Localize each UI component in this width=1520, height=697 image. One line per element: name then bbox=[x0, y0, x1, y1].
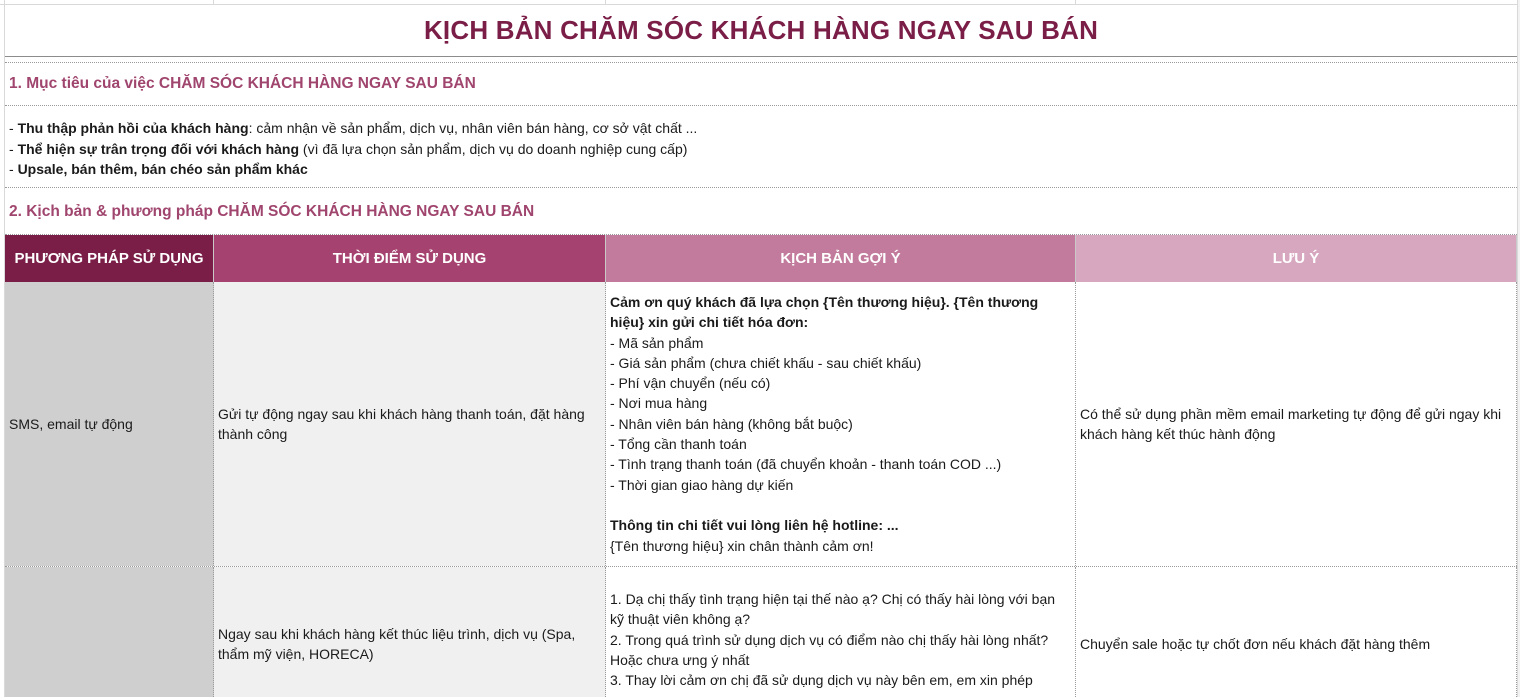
script-line: - Mã sản phẩm bbox=[610, 334, 704, 351]
header-note[interactable]: LƯU Ý bbox=[1076, 235, 1517, 282]
script-content bbox=[610, 589, 1071, 690]
header-method[interactable]: PHƯƠNG PHÁP SỬ DỤNG bbox=[5, 235, 214, 282]
note-cell[interactable]: Chuyển sale hoặc tự chốt đơn nếu khách đặt hàng thêm bbox=[1076, 567, 1517, 697]
script-cell[interactable] bbox=[606, 282, 1076, 566]
section2-heading: 2. Kịch bản & phương pháp CHĂM SÓC KHÁCH HÀNG NGAY SAU BÁN bbox=[9, 202, 535, 220]
header-timing[interactable]: THỜI ĐIỂM SỬ DỤNG bbox=[214, 235, 606, 282]
script-line: - Phí vận chuyển (nếu có) bbox=[610, 375, 771, 392]
table-row bbox=[5, 282, 1517, 567]
script-footer-bold: Thông tin chi tiết vui lòng liên hệ hotline: ... bbox=[610, 517, 899, 534]
section2-heading-cell[interactable] bbox=[5, 189, 1517, 235]
title-cell[interactable] bbox=[5, 5, 1517, 57]
table-header bbox=[5, 235, 1517, 282]
table-row bbox=[5, 567, 1517, 697]
section1-heading: 1. Mục tiêu của việc CHĂM SÓC KHÁCH HÀNG NGAY SAU BÁN bbox=[9, 75, 476, 92]
script-line: - Nơi mua hàng bbox=[610, 395, 708, 412]
script-line: - Nhân viên bán hàng (không bắt buộc) bbox=[610, 415, 853, 432]
note-cell[interactable]: Có thể sử dụng phần mềm email marketing tự động để gửi ngay khi khách hàng kết thúc hành động bbox=[1076, 282, 1517, 566]
goal-item: - Thu thập phản hồi của khách hàng: cảm nhận về sản phẩm, dịch vụ, nhân viên bán hàng, cơ sở vật chất ... bbox=[9, 120, 698, 136]
timing-cell[interactable]: Gửi tự động ngay sau khi khách hàng thanh toán, đặt hàng thành công bbox=[214, 282, 606, 566]
script-line: 1. Dạ chị thấy tình trạng hiện tại thế nào ạ? Chị có thấy hài lòng với bạn kỹ thuật viên không ạ? bbox=[610, 591, 1056, 628]
script-line: 2. Trong quá trình sử dụng dịch vụ có điểm nào chị thấy hài lòng nhất? Hoặc chưa ưng ý nhất bbox=[610, 631, 1049, 668]
script-content bbox=[610, 292, 1071, 556]
script-footer: {Tên thương hiệu} xin chân thành cảm ơn! bbox=[610, 537, 874, 554]
goal-item: - Thể hiện sự trân trọng đối với khách hàng (vì đã lựa chọn sản phẩm, dịch vụ do doanh nghiệp cung cấp) bbox=[9, 140, 688, 157]
timing-cell[interactable]: Ngay sau khi khách hàng kết thúc liệu trình, dịch vụ (Spa, thẩm mỹ viện, HORECA) bbox=[214, 567, 606, 697]
script-cell[interactable] bbox=[606, 567, 1076, 697]
script-line: - Giá sản phẩm (chưa chiết khấu - sau chiết khấu) bbox=[610, 354, 922, 371]
method-cell[interactable] bbox=[5, 567, 214, 697]
script-line: - Tổng cần thanh toán bbox=[610, 436, 747, 453]
goals-cell[interactable] bbox=[5, 106, 1517, 188]
script-line: - Thời gian giao hàng dự kiến bbox=[610, 476, 794, 493]
section1-heading-cell[interactable] bbox=[5, 63, 1517, 106]
method-cell[interactable]: SMS, email tự động bbox=[5, 282, 214, 566]
script-line: - Tình trạng thanh toán (đã chuyển khoản - thanh toán COD ...) bbox=[610, 456, 1002, 473]
header-script[interactable]: KỊCH BẢN GỢI Ý bbox=[606, 235, 1076, 282]
goal-item: - Upsale, bán thêm, bán chéo sản phẩm khác bbox=[9, 161, 308, 177]
script-title: Cảm ơn quý khách đã lựa chọn {Tên thương hiệu}. {Tên thương hiệu} xin gửi chi tiết hóa đơn: bbox=[610, 294, 1039, 331]
page-title: KỊCH BẢN CHĂM SÓC KHÁCH HÀNG NGAY SAU BÁN bbox=[423, 15, 1099, 45]
script-line: 3. Thay lời cảm ơn chị đã sử dụng dịch vụ này bên em, em xin phép bbox=[610, 672, 1033, 689]
